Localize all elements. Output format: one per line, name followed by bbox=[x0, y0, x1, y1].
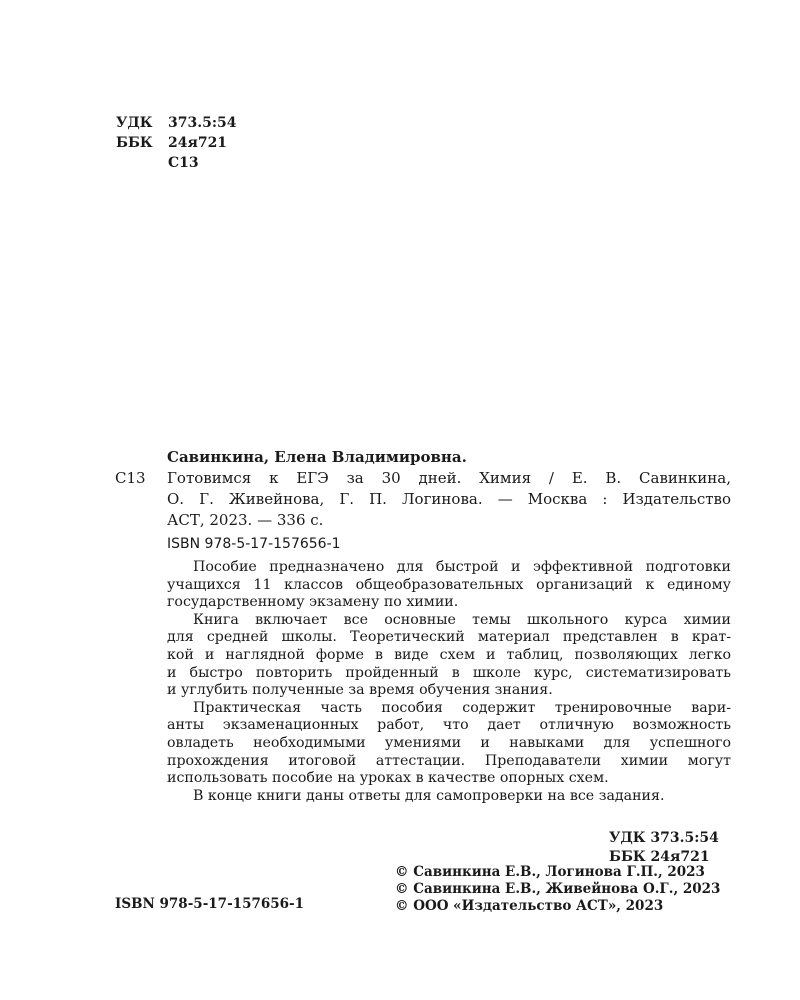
udk-label: УДК bbox=[116, 115, 153, 131]
annotation-line: и быстро повторить пройденный в школе курс, систематизировать bbox=[167, 664, 731, 681]
annotation-line: и углубить полученные за время обучения знания. bbox=[167, 682, 553, 699]
annotation-line: Пособие предназначено для быстрой и эффективной подготовки bbox=[193, 559, 731, 575]
copyright-line: © Савинкина Е.В., Живейнова О.Г., 2023 bbox=[395, 881, 721, 897]
record-code: С13 bbox=[115, 469, 146, 487]
author-sign-row bbox=[116, 153, 237, 173]
author-sign: С13 bbox=[168, 155, 199, 171]
annotation-line: В конце книги даны ответы для самопроверки на все задания. bbox=[193, 787, 665, 804]
copyright-block bbox=[395, 864, 720, 915]
udk-value: 373.5:54 bbox=[168, 115, 237, 131]
record-isbn: ISBN 978-5-17-157656-1 bbox=[167, 536, 341, 552]
annotation-paragraph bbox=[167, 612, 731, 700]
annotation-line: овладеть необходимыми умениями и навыками для успешного bbox=[167, 734, 731, 751]
record-title-row bbox=[115, 468, 731, 531]
annotation-line: использовать пособие на уроках в качестве опорных схем. bbox=[167, 770, 609, 787]
annotation-paragraph bbox=[167, 700, 731, 788]
annotation-line: анты экзаменационных работ, что дает отличную возможность bbox=[167, 717, 731, 734]
annotation-line: Практическая часть пособия содержит тренировочные вари- bbox=[193, 699, 731, 716]
record-title bbox=[167, 468, 731, 531]
bbk-row bbox=[116, 133, 237, 153]
isbn-bottom: ISBN 978-5-17-157656-1 bbox=[115, 896, 305, 912]
annotation-paragraph bbox=[167, 788, 731, 806]
record-author: Савинкина, Елена Владимировна. bbox=[167, 448, 467, 466]
bbk-value: 24я721 bbox=[168, 135, 228, 151]
bottom-udk: УДК 373.5:54 bbox=[609, 830, 719, 846]
annotation-line: прохождения итоговой аттестации. Преподаватели химии могут bbox=[167, 752, 731, 769]
classification-block bbox=[116, 113, 237, 173]
bbk-label: ББК bbox=[116, 135, 153, 151]
title-line: Готовимся к ЕГЭ за 30 дней. Химия / Е. В. Савинкина, bbox=[167, 469, 731, 487]
bottom-classification bbox=[609, 829, 719, 867]
bibliographic-record bbox=[115, 447, 731, 805]
annotation-line: учащихся 11 классов общеобразовательных организаций к единому bbox=[167, 576, 731, 593]
annotation-line: Книга включает все основные темы школьного курса химии bbox=[193, 611, 731, 628]
copyright-line: © ООО «Издательство АСТ», 2023 bbox=[395, 898, 664, 914]
title-line: АСТ, 2023. — 336 с. bbox=[167, 511, 324, 529]
annotation bbox=[167, 559, 731, 805]
copyright-line: © Савинкина Е.В., Логинова Г.П., 2023 bbox=[395, 864, 705, 880]
annotation-line: государственному экзамену по химии. bbox=[167, 594, 459, 611]
udk-row bbox=[116, 113, 237, 133]
bottom-bbk: ББК 24я721 bbox=[609, 849, 710, 865]
annotation-line: кой и наглядной форме в виде схем и таблиц, позволяющих легко bbox=[167, 646, 731, 663]
annotation-paragraph bbox=[167, 559, 731, 612]
annotation-line: для средней школы. Теоретический материал представлен в крат- bbox=[167, 629, 731, 646]
title-line: О. Г. Живейнова, Г. П. Логинова. — Москва : Издательство bbox=[167, 490, 731, 508]
